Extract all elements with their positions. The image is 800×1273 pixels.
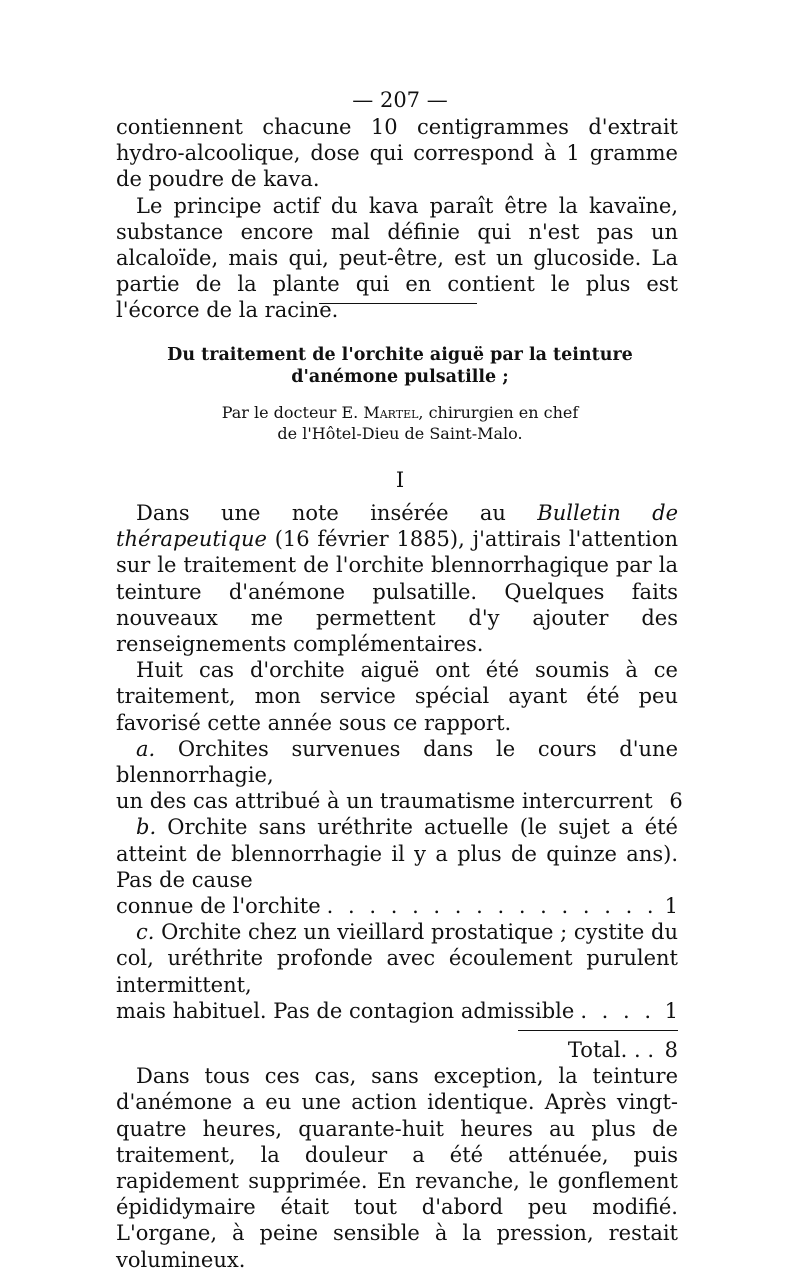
paragraph-note-text-b: (16 février 1885), j'attirais l'attention sur le traitement de l'orchite blennorrhagique par la teinture d'anémone pulsatille. Quelques faits nouveaux me permettent d'y ajouter des renseignements complémentaires. (116, 527, 678, 657)
total-row (116, 1037, 678, 1063)
section-divider (319, 303, 477, 304)
byline-role: , chirurgien en chef (418, 403, 579, 422)
total-value: 8 (664, 1038, 678, 1063)
article-title-line1: Du traitement de l'orchite aiguë par la teinture (167, 345, 633, 365)
byline (100, 402, 700, 444)
case-c-count: 1 (664, 998, 678, 1023)
paragraph-note-text-a: Dans une note insérée au (136, 501, 538, 525)
article-title-line2: d'anémone pulsatille ; (291, 367, 509, 387)
top-section (116, 114, 678, 324)
case-b-text-end: connue de l'orchite (116, 894, 321, 919)
section-number: I (395, 468, 405, 492)
case-c-text-end: mais habituel. Pas de contagion admissible (116, 998, 575, 1023)
leader-dots (321, 893, 654, 919)
case-c-letter: c. (136, 920, 155, 945)
bulletin-title: Bulletin de thérapeutique (116, 501, 678, 552)
case-b-text: Orchite sans uréthrite actuelle (le sujet a été atteint de blennorrhagie il y a plus de quinze ans). Pas de cause (116, 815, 678, 892)
paragraph-cases: Huit cas d'orchite aiguë ont été soumis à ce traitement, mon service spécial ayant été peu favorisé cette année sous ce rapport. (116, 658, 678, 735)
case-b (116, 814, 678, 919)
byline-line2: de l'Hôtel-Dieu de Saint-Malo. (277, 424, 523, 443)
page-number: — 207 — (352, 88, 448, 112)
author-name: Martel (363, 403, 419, 422)
paragraph-continuation: contiennent chacune 10 centigrammes d'extrait hydro-alcoolique, dose qui correspond à 1 gramme de poudre de kava. (116, 115, 678, 192)
case-b-count: 1 (664, 894, 678, 919)
byline-line1 (100, 402, 700, 423)
sum-rule (518, 1030, 678, 1031)
paragraph-kavaine: Le principe actif du kava paraît être la kavaïne, substance encore mal définie qui n'est pas un alcaloïde, mais qui, peut-être, est un glucoside. La partie de la plante qui en contient le plus est l'écorce de la racine. (116, 193, 678, 323)
case-a-count: 6 (669, 789, 683, 814)
case-a-text-end: un des cas attribué à un traumatisme intercurrent (116, 789, 653, 814)
leader-dots (574, 998, 654, 1024)
paragraph-results: Dans tous ces cas, sans exception, la teinture d'anémone a eu une action identique. Après vingt-quatre heures, quarante-huit heures au plus de traitement, la douleur a été atténuée, puis rapidement supprimée. En revanche, le gonflement épididymaire était tout d'abord peu modifié. L'organe, à peine sensible à la pression, restait volumineux. (116, 1064, 678, 1272)
article-body (116, 500, 683, 1273)
case-c (116, 919, 678, 1024)
case-a-text: Orchites survenues dans le cours d'une blennorrhagie, (116, 736, 678, 788)
case-b-letter: b. (136, 815, 157, 840)
case-a-letter: a. (136, 736, 156, 761)
article-title (100, 344, 700, 388)
case-a (116, 736, 683, 815)
case-c-text: Orchite chez un vieillard prostatique ; cystite du col, uréthrite profonde avec écoulement purulent intermittent, (116, 920, 678, 997)
total-label: Total. . . (567, 1038, 654, 1063)
paragraph-note (116, 500, 678, 657)
byline-prefix: Par le docteur E. (221, 403, 364, 422)
